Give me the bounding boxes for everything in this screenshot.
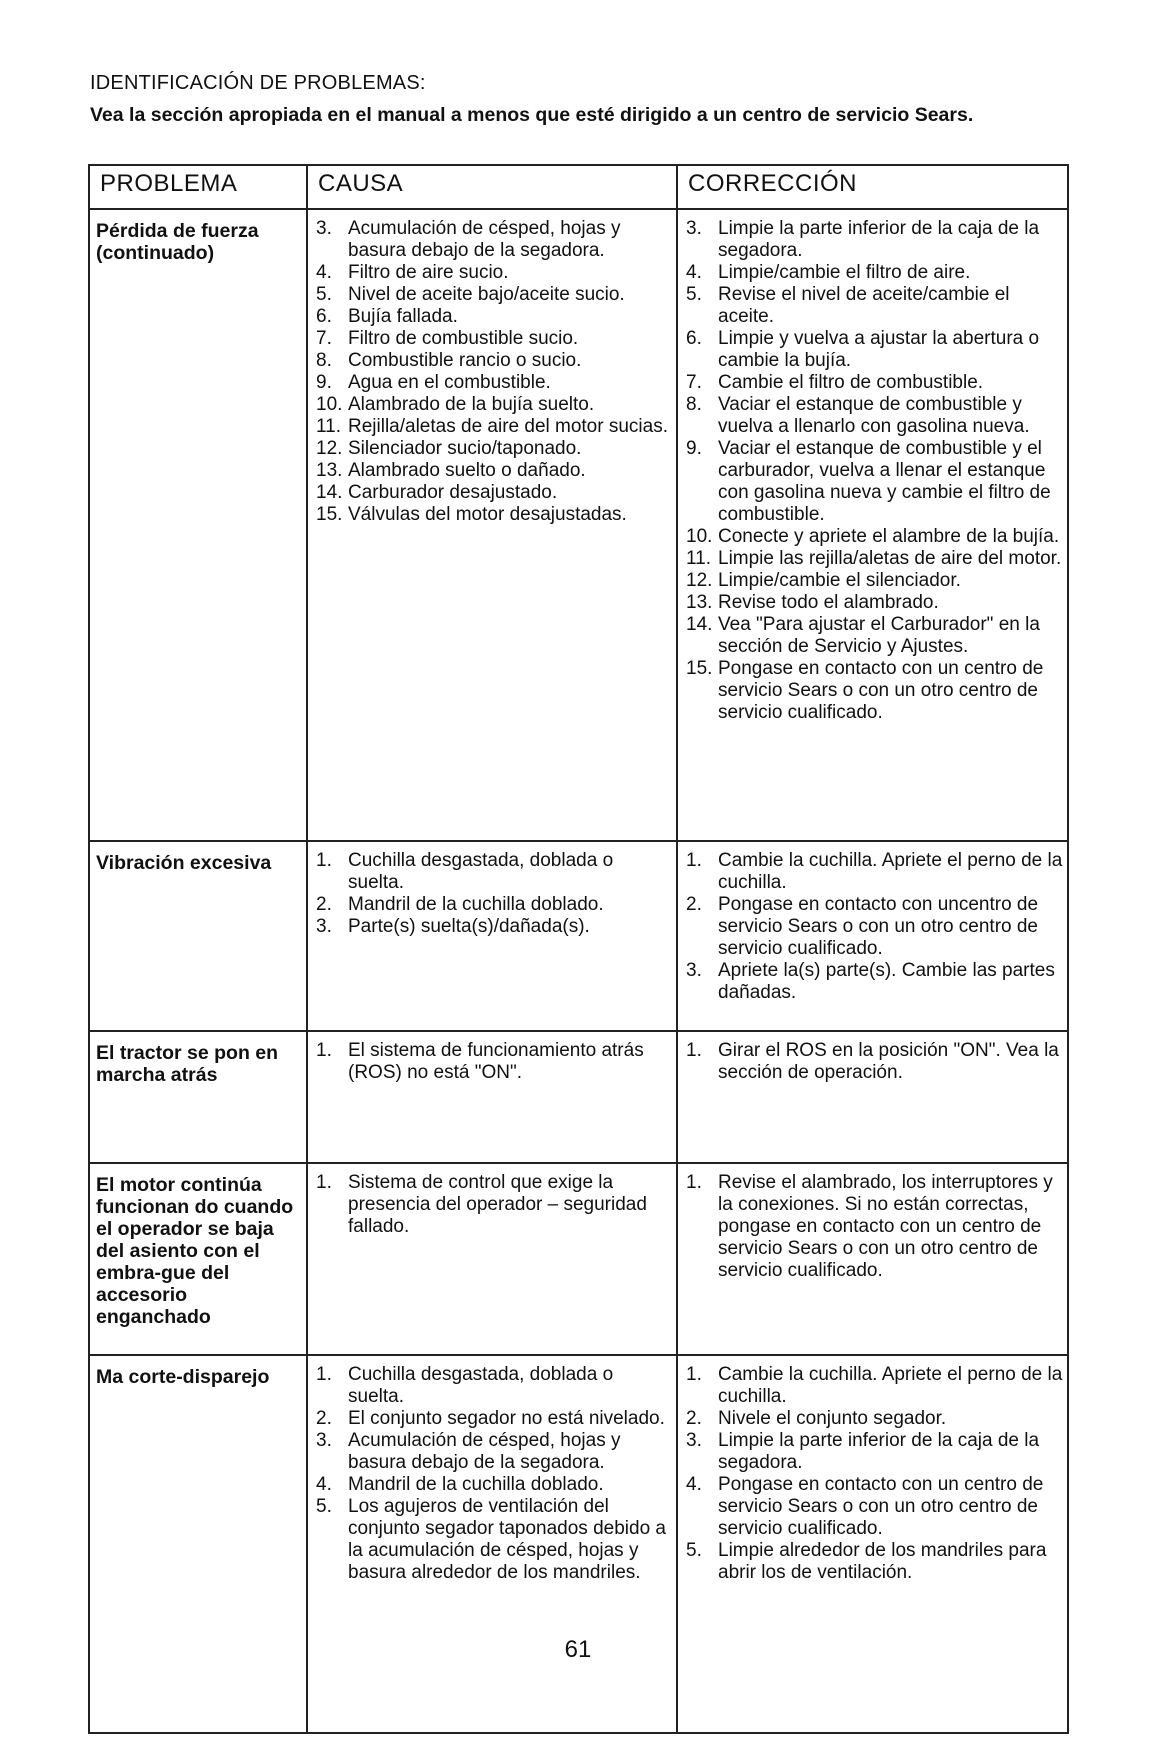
item-text: Silenciador sucio/taponado. (348, 438, 582, 459)
item-text: Carburador desajustado. (348, 482, 558, 503)
list-item (316, 894, 672, 916)
item-number: 7. (686, 372, 702, 393)
item-number: 15. (686, 658, 713, 679)
item-number: 11. (316, 416, 342, 437)
cause-cell (307, 209, 677, 841)
item-text: Nivele el conjunto segador. (718, 1408, 947, 1429)
item-number: 9. (686, 438, 702, 459)
item-text: Cuchilla desgastada, doblada o suelta. (348, 850, 614, 893)
list-item (686, 328, 1063, 372)
item-number: 5. (316, 1496, 332, 1517)
item-text: Pongase en contacto con un centro de servicio Sears o con un otro centro de servicio cualificado. (718, 1474, 1044, 1539)
list-item (686, 1540, 1063, 1584)
problem-cell: Ma corte-disparejo (89, 1355, 307, 1733)
item-text: Filtro de aire sucio. (348, 262, 509, 283)
item-text: Cambie la cuchilla. Apriete el perno de la cuchilla. (718, 850, 1063, 893)
item-text: Vaciar el estanque de combustible y vuelva a llenarlo con gasolina nueva. (718, 394, 1030, 437)
table-header-row (89, 165, 1068, 209)
page-heading: IDENTIFICACIÓN DE PROBLEMAS: (90, 72, 426, 94)
list-item (316, 372, 672, 394)
item-text: Combustible rancio o sucio. (348, 350, 582, 371)
item-number: 3. (316, 916, 332, 937)
column-header-correction: CORRECCIÓN (677, 165, 1068, 209)
item-number: 13. (316, 460, 343, 481)
cause-list (308, 210, 676, 534)
item-text: Alambrado suelto o dañado. (348, 460, 586, 481)
list-item (316, 504, 672, 526)
correction-cell (677, 1163, 1068, 1355)
list-item (316, 1430, 672, 1474)
page-number: 61 (564, 1636, 592, 1663)
item-number: 13. (686, 592, 713, 613)
list-item (316, 1474, 672, 1496)
item-number: 1. (686, 1040, 702, 1061)
item-number: 2. (686, 894, 702, 915)
item-text: Agua en el combustible. (348, 372, 551, 393)
table-row (89, 841, 1068, 1031)
item-number: 10. (316, 394, 343, 415)
item-number: 4. (686, 1474, 702, 1495)
item-number: 7. (316, 328, 332, 349)
list-item (686, 570, 1063, 592)
item-text: Apriete la(s) parte(s). Cambie las partes dañadas. (718, 960, 1055, 1003)
correction-list (678, 1164, 1067, 1290)
item-number: 1. (316, 1172, 332, 1193)
list-item (316, 460, 672, 482)
item-number: 12. (686, 570, 713, 591)
list-item (686, 372, 1063, 394)
cause-cell (307, 841, 677, 1031)
list-item (316, 916, 672, 938)
item-number: 9. (316, 372, 332, 393)
item-text: Rejilla/aletas de aire del motor sucias. (348, 416, 668, 437)
cause-cell (307, 1031, 677, 1163)
problem-cell: El motor continúa funcionan do cuando el operador se baja del asiento con el embra-gue del accesorio enganchado (89, 1163, 307, 1355)
list-item (686, 1408, 1063, 1430)
item-text: Mandril de la cuchilla doblado. (348, 894, 604, 915)
item-number: 3. (316, 218, 332, 239)
item-number: 4. (686, 262, 702, 283)
item-text: Válvulas del motor desajustadas. (348, 504, 627, 525)
item-number: 3. (686, 1430, 702, 1451)
item-text: Filtro de combustible sucio. (348, 328, 579, 349)
item-number: 8. (316, 350, 332, 371)
item-number: 8. (686, 394, 702, 415)
list-item (686, 960, 1063, 1004)
item-number: 2. (316, 1408, 332, 1429)
problem-cell: El tractor se pon en marcha atrás (89, 1031, 307, 1163)
list-item (686, 438, 1063, 526)
item-text: Nivel de aceite bajo/aceite sucio. (348, 284, 625, 305)
correction-list (678, 842, 1067, 1012)
item-text: Cuchilla desgastada, doblada o suelta. (348, 1364, 614, 1407)
item-number: 4. (316, 262, 332, 283)
item-number: 6. (686, 328, 702, 349)
item-text: Conecte y apriete el alambre de la bujía. (718, 526, 1060, 547)
item-text: Cambie la cuchilla. Apriete el perno de la cuchilla. (718, 1364, 1063, 1407)
item-text: Limpie alrededor de los mandriles para abrir los de ventilación. (718, 1540, 1047, 1583)
item-number: 3. (686, 218, 702, 239)
item-text: Bujía fallada. (348, 306, 458, 327)
correction-list (678, 1356, 1067, 1592)
list-item (316, 306, 672, 328)
list-item (316, 1408, 672, 1430)
list-item (686, 1172, 1063, 1282)
item-text: Limpie y vuelva a ajustar la abertura o cambie la bujía. (718, 328, 1040, 371)
item-number: 5. (686, 1540, 702, 1561)
item-text: Limpie/cambie el silenciador. (718, 570, 961, 591)
item-number: 15. (316, 504, 343, 525)
item-number: 11. (686, 548, 712, 569)
item-number: 4. (316, 1474, 332, 1495)
list-item (316, 328, 672, 350)
item-number: 1. (316, 1040, 332, 1061)
cause-list (308, 1164, 676, 1246)
list-item (316, 262, 672, 284)
list-item (686, 894, 1063, 960)
item-text: Limpie las rejilla/aletas de aire del motor. (718, 548, 1062, 569)
list-item (316, 1364, 672, 1408)
item-text: Revise todo el alambrado. (718, 592, 939, 613)
correction-cell (677, 841, 1068, 1031)
list-item (686, 592, 1063, 614)
list-item (686, 850, 1063, 894)
table-row (89, 209, 1068, 841)
list-item (686, 548, 1063, 570)
item-number: 14. (686, 614, 713, 635)
list-item (316, 416, 672, 438)
item-text: Sistema de control que exige la presencia del operador – seguridad fallado. (348, 1172, 647, 1237)
list-item (316, 1040, 672, 1084)
correction-cell (677, 1355, 1068, 1733)
list-item (316, 218, 672, 262)
list-item (316, 438, 672, 460)
list-item (316, 850, 672, 894)
list-item (686, 394, 1063, 438)
item-number: 3. (316, 1430, 332, 1451)
item-number: 5. (686, 284, 702, 305)
item-text: Revise el alambrado, los interruptores y la conexiones. Si no están correctas, pongase en contacto con un centro de servicio Sears o con un otro centro de servicio cualificado. (718, 1172, 1053, 1281)
item-number: 12. (316, 438, 343, 459)
list-item (316, 482, 672, 504)
correction-list (678, 210, 1067, 732)
list-item (686, 1430, 1063, 1474)
item-number: 5. (316, 284, 332, 305)
cause-list (308, 842, 676, 946)
list-item (686, 614, 1063, 658)
item-text: Acumulación de césped, hojas y basura debajo de la segadora. (348, 1430, 621, 1473)
correction-cell (677, 209, 1068, 841)
item-number: 6. (316, 306, 332, 327)
item-text: Alambrado de la bujía suelto. (348, 394, 595, 415)
problem-cell: Vibración excesiva (89, 841, 307, 1031)
item-text: Pongase en contacto con uncentro de servicio Sears o con un otro centro de servicio cualificado. (718, 894, 1039, 959)
list-item (686, 1364, 1063, 1408)
item-number: 10. (686, 526, 713, 547)
item-text: Acumulación de césped, hojas y basura debajo de la segadora. (348, 218, 621, 261)
item-text: Los agujeros de ventilación del conjunto segador taponados debido a la acumulación de césped, hojas y basura alrededor de los mandriles. (348, 1496, 666, 1583)
item-text: Mandril de la cuchilla doblado. (348, 1474, 604, 1495)
item-number: 14. (316, 482, 343, 503)
cause-list (308, 1356, 676, 1592)
item-text: Parte(s) suelta(s)/dañada(s). (348, 916, 590, 937)
item-number: 2. (686, 1408, 702, 1429)
list-item (686, 284, 1063, 328)
item-text: Limpie/cambie el filtro de aire. (718, 262, 971, 283)
column-header-problem: PROBLEMA (89, 165, 307, 209)
item-text: Vaciar el estanque de combustible y el carburador, vuelva a llenar el estanque con gasolina nueva y cambie el filtro de combustible. (718, 438, 1051, 525)
problem-cell: Pérdida de fuerza (continuado) (89, 209, 307, 841)
list-item (686, 262, 1063, 284)
item-text: Girar el ROS en la posición "ON". Vea la sección de operación. (718, 1040, 1059, 1083)
list-item (686, 1040, 1063, 1084)
table-row (89, 1031, 1068, 1163)
table-row (89, 1163, 1068, 1355)
item-text: Pongase en contacto con un centro de servicio Sears o con un otro centro de servicio cualificado. (718, 658, 1044, 723)
item-number: 1. (686, 850, 702, 871)
item-number: 1. (316, 1364, 332, 1385)
item-text: Revise el nivel de aceite/cambie el aceite. (718, 284, 1010, 327)
table-row (89, 1355, 1068, 1733)
list-item (316, 284, 672, 306)
item-text: Limpie la parte inferior de la caja de la segadora. (718, 218, 1040, 261)
list-item (316, 350, 672, 372)
item-text: El conjunto segador no está nivelado. (348, 1408, 665, 1429)
item-text: El sistema de funcionamiento atrás (ROS) no está "ON". (348, 1040, 644, 1083)
item-text: Limpie la parte inferior de la caja de la segadora. (718, 1430, 1040, 1473)
list-item (686, 658, 1063, 724)
list-item (316, 1496, 672, 1584)
cause-cell (307, 1355, 677, 1733)
item-number: 2. (316, 894, 332, 915)
cause-list (308, 1032, 676, 1092)
column-header-cause: CAUSA (307, 165, 677, 209)
item-text: Vea "Para ajustar el Carburador" en la sección de Servicio y Ajustes. (718, 614, 1040, 657)
correction-cell (677, 1031, 1068, 1163)
item-number: 1. (316, 850, 332, 871)
correction-list (678, 1032, 1067, 1092)
list-item (686, 1474, 1063, 1540)
troubleshooting-table (88, 164, 1069, 1734)
item-number: 1. (686, 1364, 702, 1385)
list-item (316, 1172, 672, 1238)
list-item (316, 394, 672, 416)
list-item (686, 526, 1063, 548)
item-number: 3. (686, 960, 702, 981)
list-item (686, 218, 1063, 262)
table-body (89, 209, 1068, 1733)
cause-cell (307, 1163, 677, 1355)
page-subheading: Vea la sección apropiada en el manual a menos que esté dirigido a un centro de servicio Sears. (90, 104, 974, 126)
item-number: 1. (686, 1172, 702, 1193)
item-text: Cambie el filtro de combustible. (718, 372, 984, 393)
